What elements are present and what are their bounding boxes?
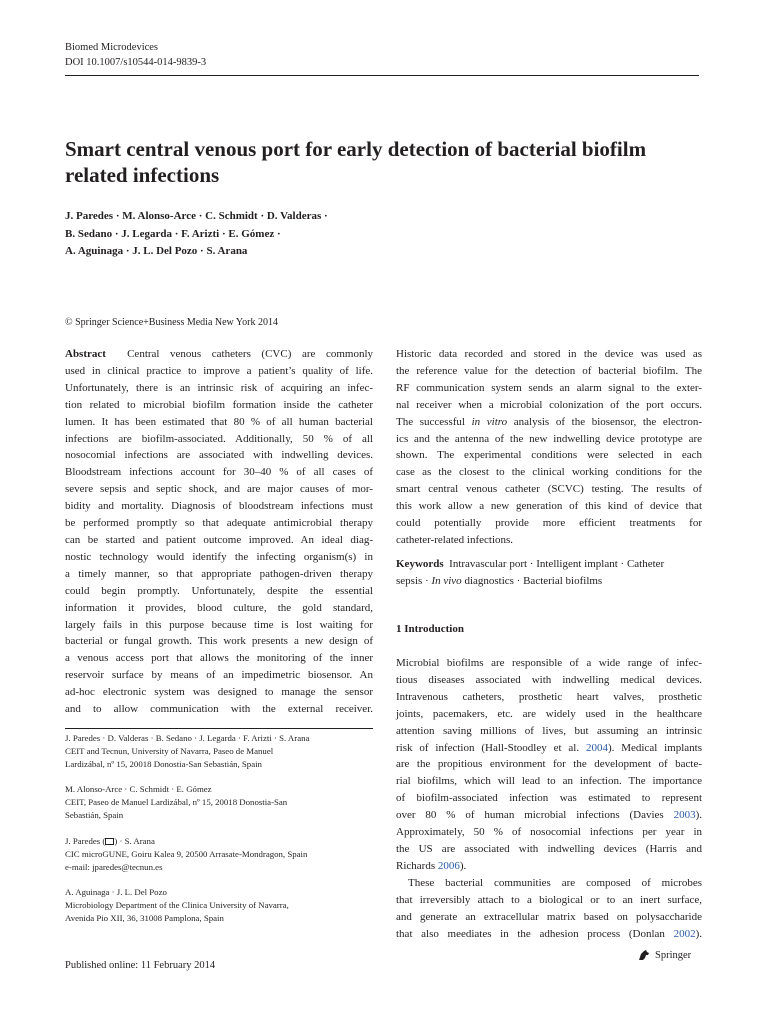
keywords-line: Intravascular port · Intelligent implant · Catheter <box>449 558 665 570</box>
keywords-label: Keywords <box>396 558 444 570</box>
authors-line: J. Paredes · M. Alonso-Arce · C. Schmidt · D. Valderas · <box>65 210 328 222</box>
envelope-icon <box>105 838 114 845</box>
abstract-line: shown. The experimental conditions were selected in each <box>396 449 702 462</box>
body-line: that also meediates in the adhesion process (Donlan 2002). <box>396 927 702 940</box>
abstract-line: a timely manner, so that appropriate pathogen-driven therapy <box>65 567 373 580</box>
abstract-line: reservoir surface by means of an impedimetric biosensor. An <box>65 669 373 682</box>
body-line: are the propitious environment for the development of bacte- <box>396 758 702 771</box>
published-date: Published online: 11 February 2014 <box>65 960 216 971</box>
publisher-logo <box>637 948 691 962</box>
abstract-line: Unfortunately, there is an intrinsic risk of acquiring an infec- <box>65 381 373 394</box>
springer-horse-icon <box>637 948 651 962</box>
body-line: that irreversibly attach to a biological or to an inert surface, <box>396 893 702 906</box>
abstract-line: this work allow a new generation of this kind of device that <box>396 500 702 513</box>
title-line: Smart central venous port for early detection of bacterial biofilm <box>65 137 647 161</box>
journal-header <box>65 41 206 70</box>
affiliation-address: Sebastián, Spain <box>65 810 124 821</box>
abstract-line: ad-hoc electronic system was designed to manage the sensor <box>65 686 373 699</box>
abstract-line: bidity and mortality. Diagnosis of bloodstream infections must <box>65 500 373 513</box>
affiliation-block <box>65 835 373 875</box>
affiliation-address: Avenida Pio XII, 36, 31008 Pamplona, Spain <box>65 913 224 924</box>
abstract-line: bacterial or fungal growth. This work presents a new design of <box>65 635 373 648</box>
citation-link[interactable]: 2004 <box>585 741 608 754</box>
keywords <box>396 556 702 590</box>
affiliation-authors: J. Paredes ( ) · S. Arana <box>65 836 155 846</box>
affiliation-block <box>65 732 373 772</box>
body-line: Richards 2006). <box>396 859 467 872</box>
affiliation-address: Lardizábal, nº 15, 20018 Donostia-San Sebastián, Spain <box>65 759 262 770</box>
body-line: Microbial biofilms are responsible of a wide range of infec- <box>396 657 702 669</box>
body-line: of biofilm-associated infection was estimated to represent <box>396 792 702 805</box>
introduction-body <box>396 655 702 942</box>
abstract-label: Abstract <box>65 348 106 360</box>
affiliation-address: CEIT and Tecnun, University of Navarra, Paseo de Manuel <box>65 746 274 757</box>
citation-link[interactable]: 2006 <box>437 859 460 872</box>
abstract-line: information it provides, blood culture, the gold standard, <box>65 601 373 614</box>
body-line: joints, pacemakers, etc. are widely used in the healthcare <box>396 707 702 720</box>
abstract-line: ics and the antenna of the new indwelling device prototype are <box>396 432 702 445</box>
affiliation-block <box>65 783 373 823</box>
body-line: the US are associated with indwelling devices (Harris and <box>396 842 702 855</box>
affiliation-authors: A. Aguinaga · J. L. Del Pozo <box>65 887 167 897</box>
abstract-line: Central venous catheters (CVC) are commonly <box>127 348 373 360</box>
abstract-line: nosocomial infections are associated with indwelling devices. <box>65 449 373 462</box>
abstract-line: be performed promptly so that adequate antimicrobial therapy <box>65 517 373 530</box>
abstract-line: largely fails in this purpose because time is lost waiting for <box>65 618 373 631</box>
abstract-line: nal receiver when a microbial colonization of the port occurs. <box>396 398 702 411</box>
author-list <box>65 208 395 261</box>
title-line: related infections <box>65 163 220 187</box>
citation-link[interactable]: 2003 <box>673 809 696 822</box>
abstract-line: case as the closest to the clinical working conditions for the <box>396 466 702 479</box>
abstract-line: tion related to microbial biofilm formation inside the catheter <box>65 398 373 411</box>
article-title <box>65 136 715 188</box>
body-line: Approximately, 50 % of nosocomial infections per year in <box>396 826 702 839</box>
affiliation-address: CEIT, Paseo de Manuel Lardizábal, nº 15, 20018 Donostia-San <box>65 797 288 808</box>
body-line: over 80 % of human microbial infections (Davies 2003). <box>396 809 702 822</box>
abstract-line: nostic technology would identify the infecting organism(s) in <box>65 550 373 563</box>
abstract-line: smart central venous catheter (SCVC) testing. The results of <box>396 483 702 496</box>
header-rule <box>65 75 699 76</box>
abstract-line: RF communication system sends an alarm signal to the exter- <box>396 381 702 394</box>
affiliation-address: CIC microGUNE, Goiru Kalea 9, 20500 Arrasate-Mondragon, Spain <box>65 849 308 860</box>
abstract-line: could begin promptly. Unfortunately, despite the essential <box>65 584 373 597</box>
abstract-line: infections are biofilm-associated. Additionally, 50 % of all <box>65 432 373 445</box>
abstract-line: severe sepsis and septic shock, and are major causes of mor- <box>65 483 373 496</box>
abstract-line: catheter-related infections. <box>396 533 514 546</box>
affiliation-address: Microbiology Department of the Clinica University of Navarra, <box>65 900 289 911</box>
affiliation-authors: M. Alonso-Arce · C. Schmidt · E. Gómez <box>65 784 212 794</box>
abstract-line: The successful in vitro analysis of the biosensor, the electron- <box>396 415 702 428</box>
abstract-line: Bloodstream infections account for 30–40 % of all cases of <box>65 466 373 479</box>
body-line: attention saving millions of lives, but assuming an intrinsic <box>396 724 702 737</box>
abstract-line: the reference value for the detection of bacterial biofilm. The <box>396 364 702 377</box>
body-line: These bacterial communities are composed of microbes <box>408 876 702 889</box>
abstract-line: Historic data recorded and stored in the device was used as <box>396 348 702 360</box>
body-line: risk of infection (Hall-Stoodley et al. 2004). Medical implants <box>396 741 703 754</box>
journal-name: Biomed Microdevices <box>65 42 159 53</box>
body-line: rial biofilms, which will lead to an infection. The importance <box>396 775 702 788</box>
affiliation-authors: J. Paredes · D. Valderas · B. Sedano · J. Legarda · F. Arizti · S. Arana <box>65 733 310 743</box>
citation-link[interactable]: 2002 <box>673 927 696 940</box>
email-link[interactable]: e-mail: jparedes@tecnun.es <box>65 862 163 873</box>
publisher-name: Springer <box>655 949 692 961</box>
abstract-line: a venous access port that allows the monitoring of the inner <box>65 652 373 665</box>
abstract-continued <box>396 346 702 549</box>
copyright-notice: © Springer Science+Business Media New York 2014 <box>65 317 278 328</box>
authors-line: B. Sedano · J. Legarda · F. Arizti · E. Gómez · <box>65 227 281 240</box>
abstract-line: could potentially provide more efficient treatments for <box>396 517 702 530</box>
abstract-line: lumen. It has been estimated that 80 % of all human bacterial <box>65 415 373 428</box>
abstract-line: used in clinical practice to improve a patient’s quality of life. <box>65 364 373 377</box>
doi[interactable]: DOI 10.1007/s10544-014-9839-3 <box>65 56 207 68</box>
affiliation-block <box>65 886 373 926</box>
footnote-rule <box>65 728 373 729</box>
abstract <box>65 346 373 718</box>
body-line: and generate an extracellular matrix based on polysaccharide <box>396 910 702 923</box>
authors-line: A. Aguinaga · J. L. Del Pozo · S. Arana <box>65 245 248 257</box>
body-line: Intravenous catheters, prosthetic heart valves, prosthetic <box>396 690 702 703</box>
body-line: tious diseases associated with indwelling medical devices. <box>396 673 702 686</box>
keywords-line: sepsis · In vivo diagnostics · Bacterial biofilms <box>396 574 603 587</box>
abstract-line: can be started and patient outcome improved. An ideal diag- <box>65 533 373 546</box>
abstract-line: and to allow communication with the external receiver. <box>65 703 373 716</box>
section-heading: 1 Introduction <box>396 623 464 635</box>
